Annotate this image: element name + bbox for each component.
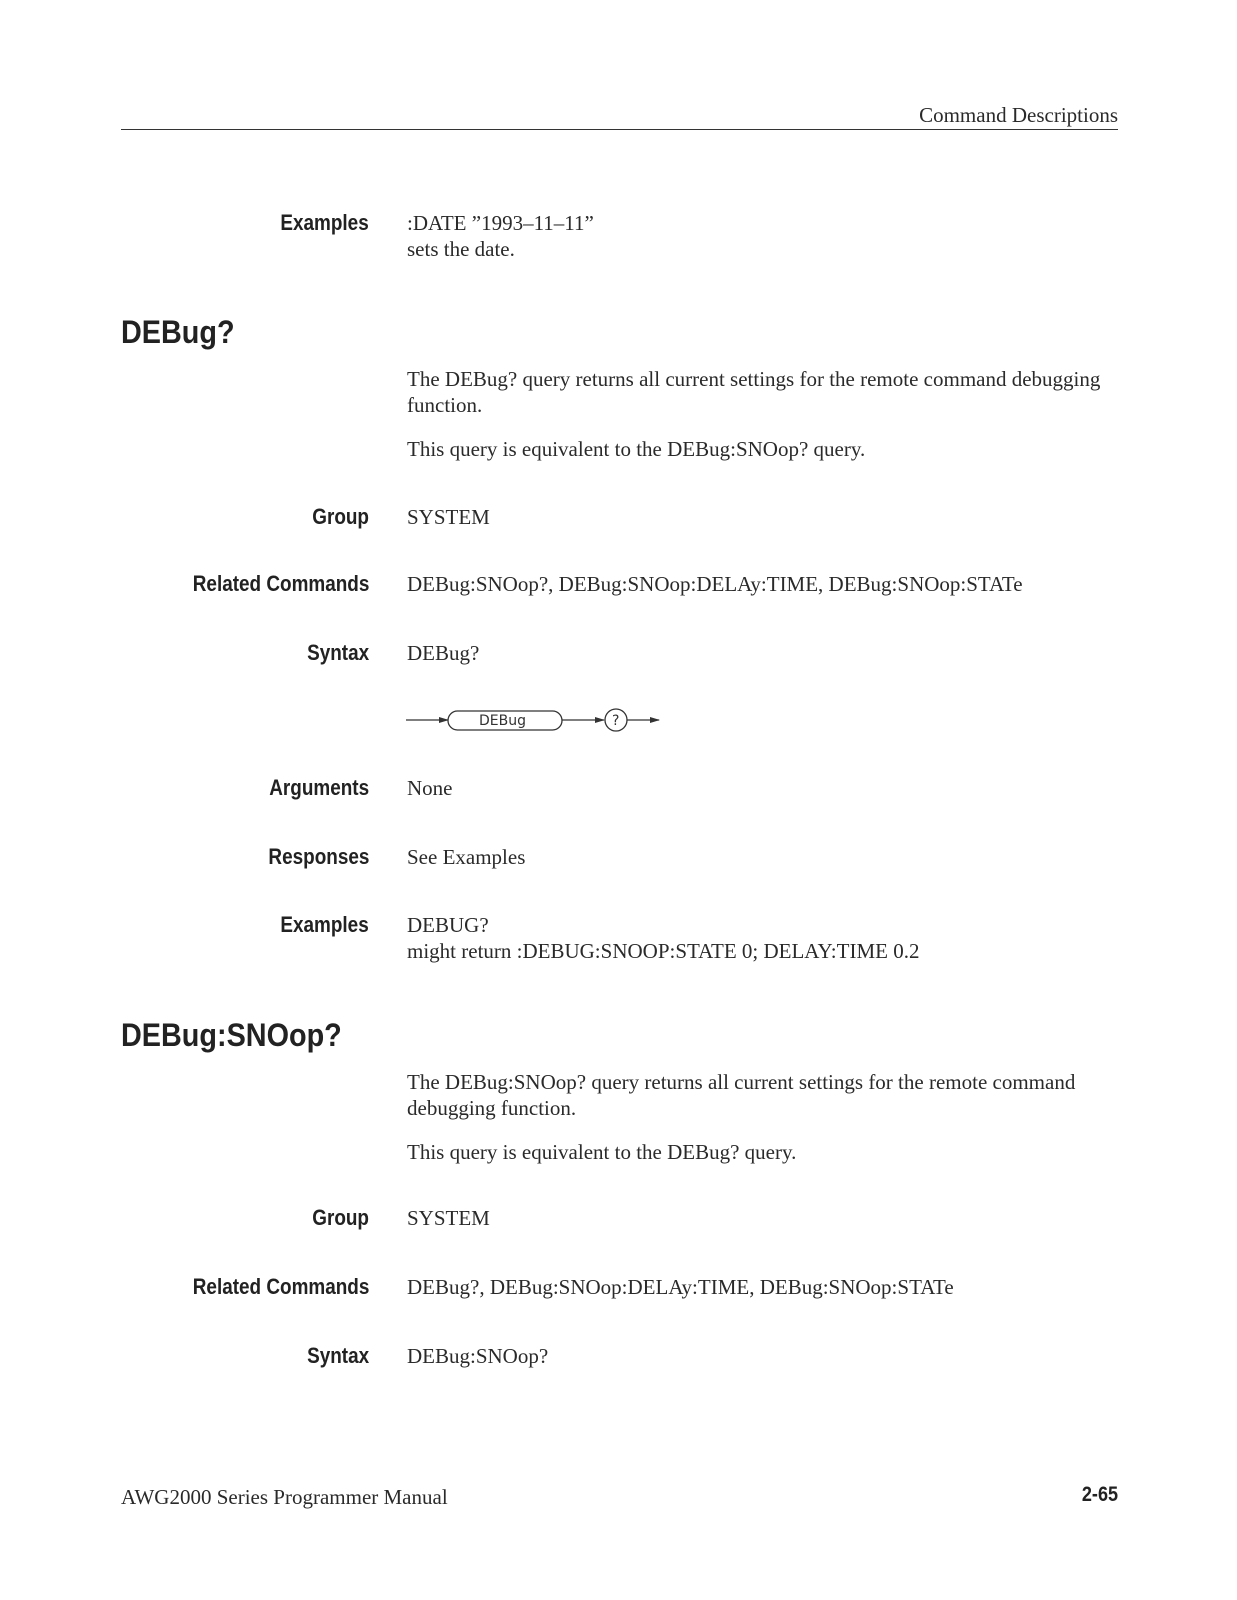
running-header: Command Descriptions xyxy=(919,103,1118,127)
date-example-command: :DATE ”1993–11–11” xyxy=(407,211,594,235)
debug-snoop-heading: DEBug:SNOop? xyxy=(121,1017,342,1053)
debug-snoop-description xyxy=(407,1069,1127,1165)
debug-snoop-description-para-1: The DEBug:SNOop? query returns all current settings for the remote command debugging function. xyxy=(407,1070,1076,1120)
snoop-syntax-value: DEBug:SNOop? xyxy=(407,1344,549,1368)
debug-group-value: SYSTEM xyxy=(407,505,490,529)
debug-arguments-label: Arguments xyxy=(269,775,369,800)
debug-syntax-diagram xyxy=(405,706,665,736)
debug-examples-label: Examples xyxy=(280,912,369,937)
date-examples-label: Examples xyxy=(280,210,369,235)
snoop-group-label: Group xyxy=(312,1205,369,1230)
header-rule xyxy=(121,129,1118,130)
debug-group-label: Group xyxy=(312,504,369,529)
diagram-debug-node-label: DEBug xyxy=(479,713,526,729)
debug-example-command: DEBUG? xyxy=(407,913,489,937)
debug-arguments-value: None xyxy=(407,776,453,800)
snoop-related-label: Related Commands xyxy=(192,1274,369,1299)
debug-examples-content xyxy=(407,912,1127,964)
footer-page-number: 2-65 xyxy=(1081,1483,1118,1506)
debug-syntax-value: DEBug? xyxy=(407,641,480,665)
debug-syntax-label: Syntax xyxy=(306,640,369,665)
debug-related-value: DEBug:SNOop?, DEBug:SNOop:DELAy:TIME, DEBug:SNOop:STATe xyxy=(407,572,1023,596)
snoop-group-value: SYSTEM xyxy=(407,1206,490,1230)
debug-related-label: Related Commands xyxy=(192,571,369,596)
debug-responses-value: See Examples xyxy=(407,845,526,869)
snoop-related-value: DEBug?, DEBug:SNOop:DELAy:TIME, DEBug:SNOop:STATe xyxy=(407,1275,954,1299)
debug-query-description xyxy=(407,366,1127,462)
date-example-description: sets the date. xyxy=(407,237,515,261)
debug-query-description-para-1: The DEBug? query returns all current settings for the remote command debugging function. xyxy=(407,367,1101,417)
debug-query-description-para-2: This query is equivalent to the DEBug:SNOop? query. xyxy=(407,437,866,461)
debug-snoop-description-para-2: This query is equivalent to the DEBug? query. xyxy=(407,1140,797,1164)
diagram-query-node-label: ? xyxy=(612,713,620,729)
snoop-syntax-label: Syntax xyxy=(306,1343,369,1368)
debug-responses-label: Responses xyxy=(268,844,369,869)
footer-manual-title: AWG2000 Series Programmer Manual xyxy=(121,1485,448,1509)
debug-example-response: might return :DEBUG:SNOOP:STATE 0; DELAY:TIME 0.2 xyxy=(407,939,920,963)
date-examples-content xyxy=(407,210,1127,262)
debug-query-heading: DEBug? xyxy=(121,314,235,350)
